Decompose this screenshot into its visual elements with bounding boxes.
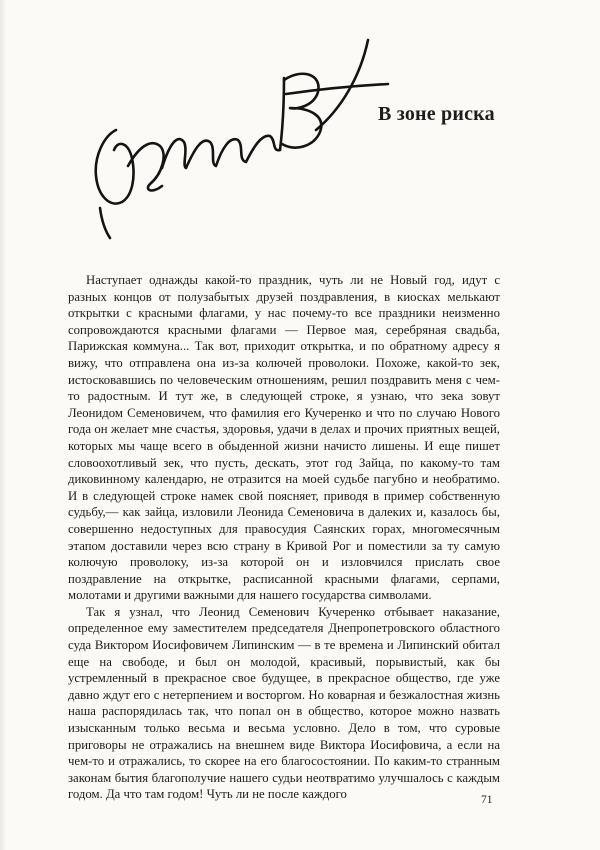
handwritten-signature-icon bbox=[70, 18, 390, 253]
paragraph: Так я узнал, что Леонид Семенович Кучеренко отбывает наказание, определенное ему заместителем председателя Днепропетровского областного суда Виктором Иосифовичем Липинским — в те времена и Липинский обитал еще на свободе, и был он молодой, красивый, порывистый, как бы устремленный в прекрасное свое будущее, в прекрасное общество, где уже давно ждут его с нетерпением и восторгом. Но коварная и безжалостная жизнь наша распорядилась так, что попал он в общество, которое можно назвать изысканным только весьма и весьма условно. Дело в том, что суровые приговоры не отражались на внешнем виде Виктора Иосифовича, а если на чем-то и отражались, то скорее на его благосостоянии. По каким-то странным законам бытия благополучие нашего судьи неотвратимо улучшалось с каждым годом. Да что там годом! Чуть ли не после каждого bbox=[68, 604, 500, 802]
chapter-title: В зоне риска bbox=[378, 103, 495, 125]
paragraph: Наступает однажды какой-то праздник, чуть ли не Новый год, идут с разных концов от полузабытых друзей поздравления, в киосках мелькают открытки с красными флагами, у нас почему-то все праздники неизменно сопровождаются красными флагами — Первое мая, серебряная свадьба, Парижская коммуна... Так вот, приходит открытка, и по обратному адресу я вижу, что отправлена она из-за колючей проволоки. Похоже, какой-то зек, истосковавшись по человеческим отношениям, решил поздравить меня с чем-то радостным. И тут же, в следующей строке, я узнаю, что зека зовут Леонидом Семеновичем, что фамилия его Кучеренко и что по случаю Нового года он желает мне счастья, здоровья, удачи в делах и прочих приятных вещей, которых мы чаще всего в обыденной жизни начисто лишены. И еще пишет словоохотливый зек, что пусть, дескать, этот год Зайца, по какому-то там диковинному календарю, не отразится на моей судьбе пагубно и необратимо. И в следующей строке намек свой поясняет, приводя в пример собственную судьбу,— как зайца, изловили Леонида Семеновича в далеких и, казалось бы, совершенно недоступных для правосудия Саянских горах, многомесячным этапом доставили через всю страну в Кривой Рог и поместили за ту самую колючую проволоку, из-за которой он и изловчился прислать свое поздравление на открытке, расписанной красными флагами, серпами, молотами и другими важными для нашего государства символами. bbox=[68, 273, 500, 603]
scan-edge bbox=[0, 0, 6, 850]
body-text bbox=[68, 272, 500, 803]
page-number: 71 bbox=[481, 794, 493, 806]
